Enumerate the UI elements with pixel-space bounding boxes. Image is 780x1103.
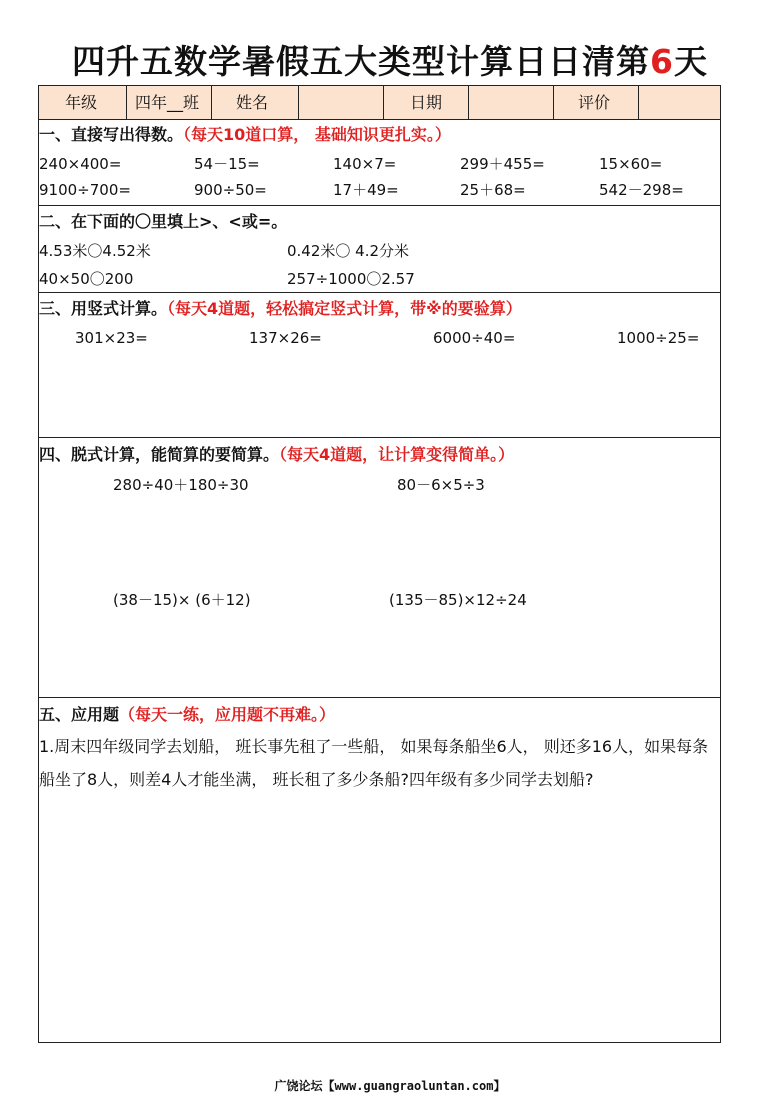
vertical-item: 6000÷40= <box>433 329 516 347</box>
compare-item: 40×50〇200 <box>39 270 134 288</box>
compare-item: 4.53米〇4.52米 <box>39 242 151 260</box>
footer <box>0 1078 780 1094</box>
oral-item: 299＋455= <box>460 155 545 173</box>
section1-note: （每天10道口算， 基础知识更扎实。） <box>183 125 451 144</box>
date-label: 日期 <box>384 86 469 119</box>
section1-title: 一、直接写出得数。 <box>39 125 184 144</box>
section3-title: 三、用竖式计算。 <box>39 299 168 318</box>
compare-item: 257÷1000〇2.57 <box>287 270 415 288</box>
info-header-row <box>39 86 720 120</box>
title-main: 四升五数学暑假五大类型计算日日清第 <box>72 42 651 81</box>
vertical-item: 301×23= <box>75 329 148 347</box>
eval-field[interactable] <box>639 86 720 119</box>
oral-item: 17＋49= <box>333 181 399 199</box>
step-item: (38－15)× (6＋12) <box>113 591 251 609</box>
title-day: 6 <box>650 42 674 81</box>
grade-label: 年级 <box>39 86 127 119</box>
eval-label: 评价 <box>554 86 639 119</box>
section-oral-calc <box>39 119 720 206</box>
step-item: 280÷40＋180÷30 <box>113 476 249 494</box>
step-item: 80－6×5÷3 <box>397 476 485 494</box>
date-field[interactable] <box>469 86 554 119</box>
section-compare <box>39 206 720 293</box>
name-field[interactable] <box>299 86 384 119</box>
worksheet <box>38 85 721 1043</box>
section5-note: （每天一练，应用题不再难。） <box>119 705 336 724</box>
vertical-item: 137×26= <box>249 329 322 347</box>
section-step-calc <box>39 438 720 698</box>
section-word-problem <box>39 698 720 1042</box>
section5-heading <box>39 703 335 727</box>
oral-item: 9100÷700= <box>39 181 131 199</box>
title-suffix: 天 <box>673 42 708 81</box>
oral-item: 900÷50= <box>194 181 267 199</box>
footer-suffix: 】 <box>493 1079 506 1093</box>
step-item: (135－85)×12÷24 <box>389 591 527 609</box>
oral-item: 54－15= <box>194 155 260 173</box>
oral-item: 15×60= <box>599 155 663 173</box>
section2-title: 二、在下面的〇里填上>、<或=。 <box>39 212 288 231</box>
page-title <box>0 38 780 86</box>
section-vertical-calc <box>39 293 720 438</box>
footer-prefix: 广饶论坛【 <box>274 1079 335 1093</box>
section4-heading <box>39 443 514 467</box>
section4-note: （每天4道题，让计算变得简单。） <box>279 445 515 464</box>
oral-item: 25＋68= <box>460 181 526 199</box>
footer-url: www.guangraoluntan.com <box>334 1079 494 1093</box>
oral-item: 140×7= <box>333 155 397 173</box>
section1-heading <box>39 123 451 147</box>
compare-item: 0.42米〇 4.2分米 <box>287 242 410 260</box>
vertical-item: 1000÷25= <box>617 329 700 347</box>
section4-title: 四、脱式计算，能简算的要简算。 <box>39 445 280 464</box>
grade-value: 四年__班 <box>127 86 212 119</box>
word-problem-text: 1.周末四年级同学去划船， 班长事先租了一些船， 如果每条船坐6人， 则还多16人，如果每条船坐了8人，则差4人才能坐满， 班长租了多少条船?四年级有多少同学去划船? <box>39 737 709 789</box>
section3-note: （每天4道题，轻松搞定竖式计算，带※的要验算） <box>167 299 522 318</box>
section5-title: 五、应用题 <box>39 705 120 724</box>
oral-item: 542－298= <box>599 181 684 199</box>
name-label: 姓名 <box>212 86 299 119</box>
oral-item: 240×400= <box>39 155 122 173</box>
section3-heading <box>39 297 522 321</box>
